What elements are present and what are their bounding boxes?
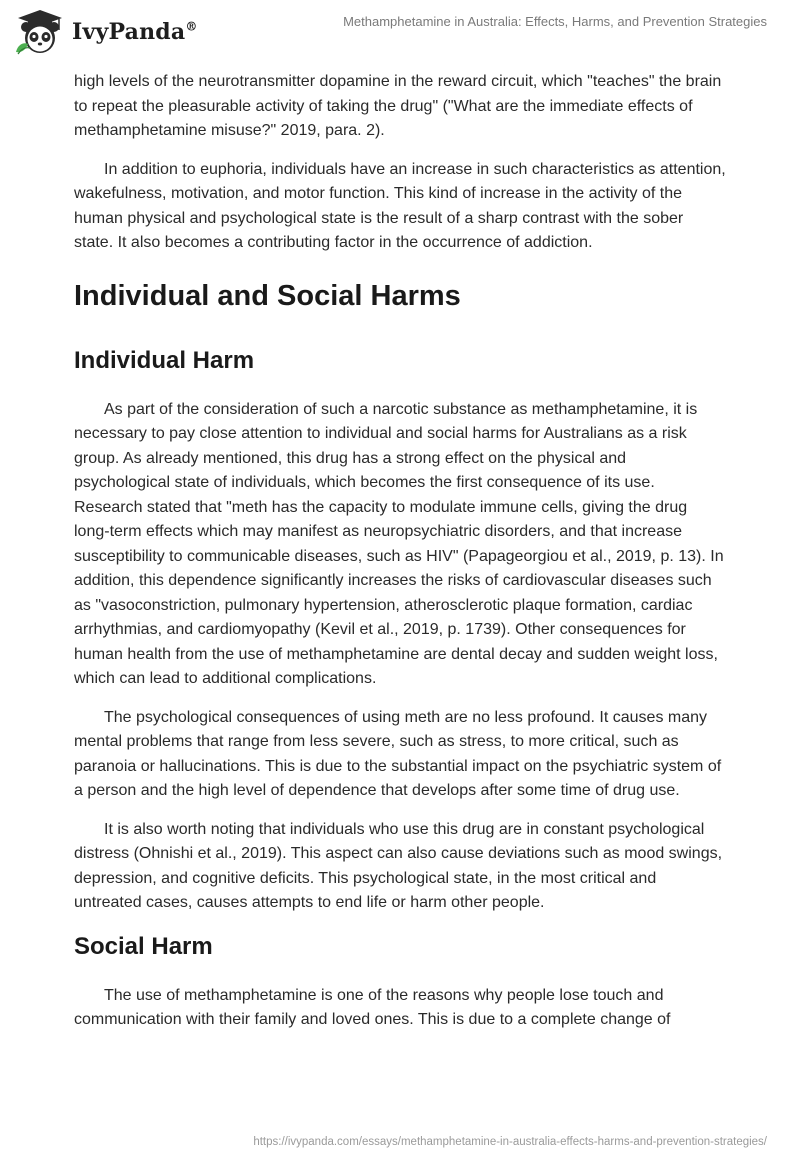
paragraph-euphoria: In addition to euphoria, individuals have an increase in such characteristics as attention, wakefulness, motivation, and motor function. This kind of increase in the activity of the human physical and psychological state is the result of a sharp contrast with the sober state. It also becomes a contributing factor in the occurrence of addiction.	[74, 160, 726, 251]
source-url[interactable]: https://ivypanda.com/essays/methamphetamine-in-australia-effects-harms-and-prevention-strategies/	[253, 1136, 767, 1148]
subsection-heading-social: Social Harm	[74, 932, 213, 960]
page-header	[0, 0, 800, 70]
section-heading-harms: Individual and Social Harms	[74, 279, 461, 312]
subsection-heading-individual: Individual Harm	[74, 346, 255, 374]
paragraph-individual-2: The psychological consequences of using meth are no less profound. It causes many mental problems that range from less severe, such as stress, to more critical, such as paranoia or hallucinations. This is due to the substantial impact on the psychiatric system of a person and the high level of dependence that develops after some time of drug use.	[74, 708, 722, 799]
paragraph-social-1: The use of methamphetamine is one of the reasons why people lose touch and communication with their family and loved ones. This is due to a complete change of	[74, 986, 671, 1028]
paragraph-individual-1: As part of the consideration of such a narcotic substance as methamphetamine, it is necessary to pay close attention to individual and social harms for Australians as a risk group. As already mentioned, this drug has a strong effect on the physical and psychological state of individuals, which becomes the first consequence of its use. Research stated that "meth has the capacity to modulate immune cells, giving the drug long-term effects which may manifest as neuropsychiatric disorders, and that increase susceptibility to communicable diseases, such as HIV" (Papageorgiou et al., 2019, p. 13). In addition, this dependence significantly increases the risks of cardiovascular diseases such as "vasoconstriction, pulmonary hypertension, atherosclerotic plaque formation, cardiac arrhythmias, and cardiomyopathy (Kevil et al., 2019, p. 1739). Other consequences for human health from the use of methamphetamine are dental decay and sudden weight loss, which can lead to additional complications.	[74, 400, 724, 687]
essay-content	[74, 70, 726, 1047]
brand-logo[interactable]	[14, 8, 198, 56]
panda-graduate-icon	[14, 8, 66, 56]
paragraph-individual-3: It is also worth noting that individuals who use this drug are in constant psychological distress (Ohnishi et al., 2019). This aspect can also cause deviations such as mood swings, depression, and cognitive deficits. This psychological state, in the most critical and untreated cases, causes attempts to end life or harm other people.	[74, 820, 723, 911]
paragraph-intro-continued: high levels of the neurotransmitter dopamine in the reward circuit, which "teaches" the brain to repeat the pleasurable activity of taking the drug" ("What are the immediate effects of methamphetamine misuse?" 2019, para. 2).	[74, 73, 722, 139]
brand-name: IvyPanda®	[72, 19, 198, 45]
running-title: Methamphetamine in Australia: Effects, Harms, and Prevention Strategies	[343, 14, 767, 29]
